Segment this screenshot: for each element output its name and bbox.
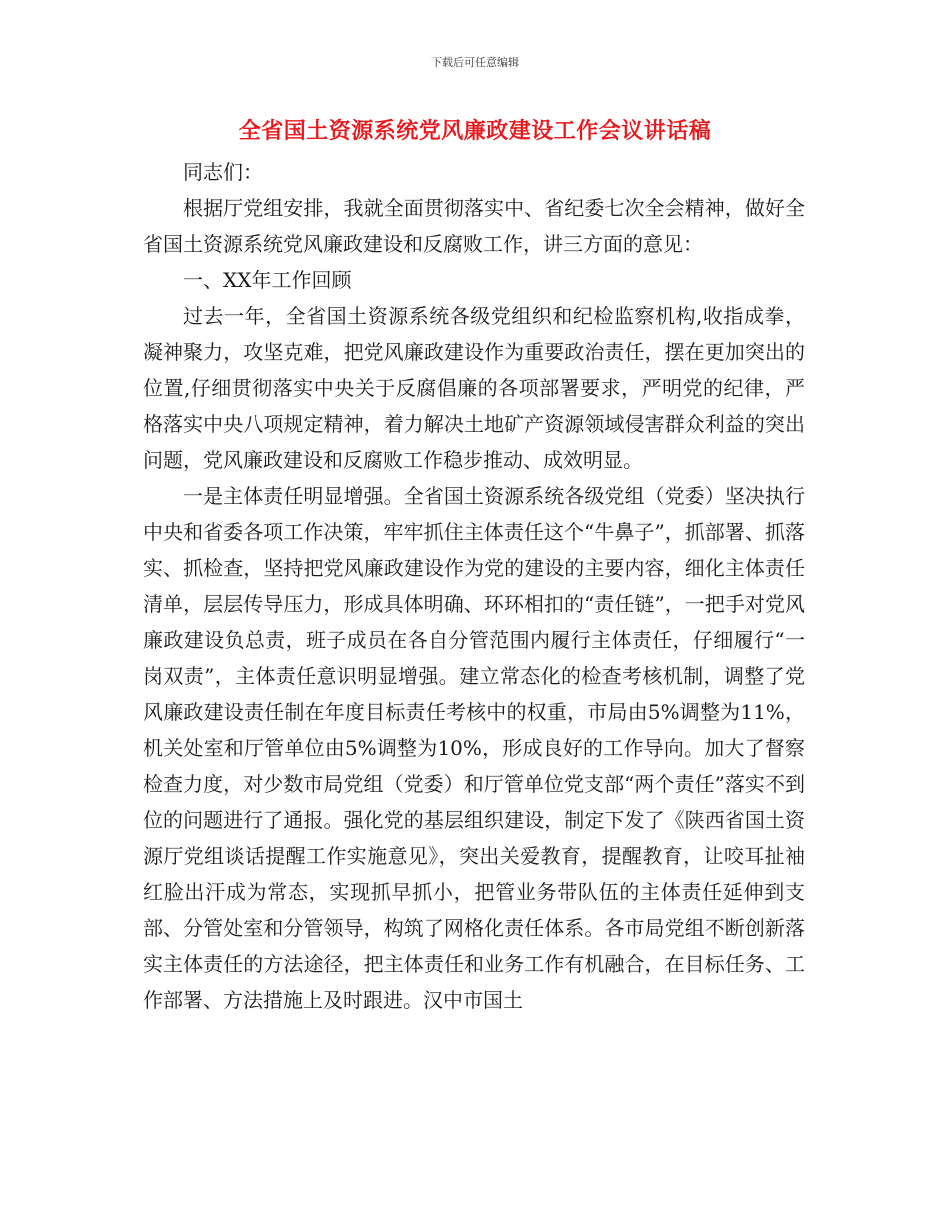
document-body xyxy=(143,154,805,1018)
document-title: 全省国土资源系统党风廉政建设工作会议讲话稿 xyxy=(238,119,712,144)
review-paragraph: 过去一年，全省国土资源系统各级党组织和纪检监察机构,收指成拳，凝神聚力，攻坚克难，把党风廉政建设作为重要政治责任，摆在更加突出的位置,仔细贯彻落实中央关于反腐倡廉的各项部署要求，严明党的纪律，严格落实中央八项规定精神，着力解决土地矿产资源领域侵害群众利益的突出问题，党风廉政建设和反腐败工作稳步推动、成效明显。 xyxy=(143,304,805,472)
header-note: 下载后可任意编辑 xyxy=(431,56,519,69)
intro-paragraph: 根据厅党组安排，我就全面贯彻落实中、省纪委七次全会精神，做好全省国土资源系统党风廉政建设和反腐败工作，讲三方面的意见： xyxy=(143,196,805,256)
section-heading: 一、XX年工作回顾 xyxy=(183,268,352,292)
salutation-paragraph: 同志们： xyxy=(183,160,263,184)
responsibility-paragraph: 一是主体责任明显增强。全省国土资源系统各级党组（党委）坚决执行中央和省委各项工作决策，牢牢抓住主体责任这个“牛鼻子”，抓部署、抓落实、抓检查，坚持把党风廉政建设作为党的建设的主要内容，细化主体责任清单，层层传导压力，形成具体明确、环环相扣的“责任链”，一把手对党风廉政建设负总责，班子成员在各自分管范围内履行主体责任，仔细履行“一岗双责”，主体责任意识明显增强。建立常态化的检查考核机制，调整了党风廉政建设责任制在年度目标责任考核中的权重，市局由5%调整为11%，机关处室和厅管单位由5%调整为10%，形成良好的工作导向。加大了督察检查力度，对少数市局党组（党委）和厅管单位党支部“两个责任”落实不到位的问题进行了通报。强化党的基层组织建设，制定下发了《陕西省国土资源厅党组谈话提醒工作实施意见》，突出关爱教育，提醒教育，让咬耳扯袖红脸出汗成为常态，实现抓早抓小，把管业务带队伍的主体责任延伸到支部、分管处室和分管领导，构筑了网格化责任体系。各市局党组不断创新落实主体责任的方法途径，把主体责任和业务工作有机融合，在目标任务、工作部署、方法措施上及时跟进。汉中市国土 xyxy=(143,484,805,1012)
